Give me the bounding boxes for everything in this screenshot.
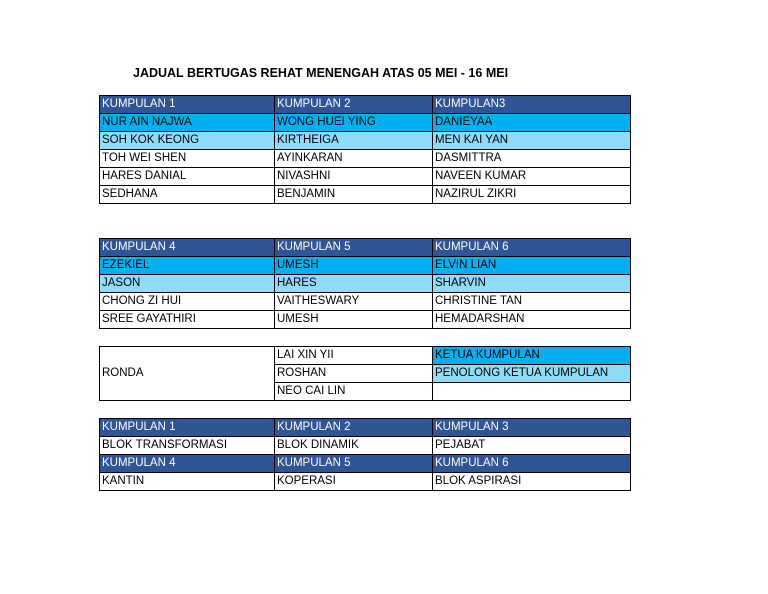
location-table <box>99 418 631 491</box>
table-cell: KIRTHEIGA <box>275 132 433 150</box>
table-cell: BENJAMIN <box>275 186 433 204</box>
table-cell: ELVIN LIAN <box>433 257 631 275</box>
table-row <box>100 473 631 491</box>
table-row <box>100 186 631 204</box>
table-cell: ROSHAN <box>275 365 433 383</box>
table-row-assistant <box>100 132 631 150</box>
table-row <box>100 311 631 329</box>
table-cell: LAI XIN YII <box>275 347 433 365</box>
table-cell: BLOK DINAMIK <box>275 437 433 455</box>
table-row <box>100 293 631 311</box>
table-row <box>100 168 631 186</box>
table-cell: SHARVIN <box>433 275 631 293</box>
table-row-leader <box>100 114 631 132</box>
table-cell: KOPERASI <box>275 473 433 491</box>
table-cell: PEJABAT <box>433 437 631 455</box>
duty-table-groups-1-3 <box>99 95 631 204</box>
header-cell: KUMPULAN 5 <box>275 455 433 473</box>
header-cell: KUMPULAN 1 <box>100 96 275 114</box>
table-cell: HARES DANIAL <box>100 168 275 186</box>
table-row-assistant <box>100 275 631 293</box>
table-row <box>100 150 631 168</box>
header-cell: KUMPULAN 3 <box>433 419 631 437</box>
table-header-row <box>100 455 631 473</box>
table-row <box>100 347 631 365</box>
table-cell: NIVASHNI <box>275 168 433 186</box>
table-cell: CHONG ZI HUI <box>100 293 275 311</box>
header-cell: KUMPULAN 4 <box>100 455 275 473</box>
table-cell: NEO CAI LIN <box>275 383 433 401</box>
header-cell: KUMPULAN3 <box>433 96 631 114</box>
header-cell: KUMPULAN 2 <box>275 96 433 114</box>
table-cell: JASON <box>100 275 275 293</box>
table-cell: BLOK ASPIRASI <box>433 473 631 491</box>
table-cell: NAZIRUL ZIKRI <box>433 186 631 204</box>
table-cell: EZEKIEL <box>100 257 275 275</box>
table-cell: DANIEYAA <box>433 114 631 132</box>
table-cell: AYINKARAN <box>275 150 433 168</box>
header-cell: KUMPULAN 6 <box>433 239 631 257</box>
table-cell: CHRISTINE TAN <box>433 293 631 311</box>
table-cell: VAITHESWARY <box>275 293 433 311</box>
ronda-table <box>99 346 631 401</box>
ronda-label: RONDA <box>100 347 275 401</box>
table-cell: KANTIN <box>100 473 275 491</box>
header-cell: KUMPULAN 4 <box>100 239 275 257</box>
page-title: JADUAL BERTUGAS REHAT MENENGAH ATAS 05 MEI - 16 MEI <box>133 66 509 80</box>
table-cell: WONG HUEI YING <box>275 114 433 132</box>
table-cell: UMESH <box>275 257 433 275</box>
header-cell: KUMPULAN 6 <box>433 455 631 473</box>
table-header-row <box>100 96 631 114</box>
duty-table-groups-4-6 <box>99 238 631 329</box>
header-cell: KUMPULAN 5 <box>275 239 433 257</box>
header-cell: KUMPULAN 2 <box>275 419 433 437</box>
table-cell: DASMITTRA <box>433 150 631 168</box>
header-cell: KUMPULAN 1 <box>100 419 275 437</box>
table-cell: SOH KOK KEONG <box>100 132 275 150</box>
table-row <box>100 437 631 455</box>
legend-leader: KETUA KUMPULAN <box>433 347 631 365</box>
table-cell: TOH WEI SHEN <box>100 150 275 168</box>
table-cell: NUR AIN NAJWA <box>100 114 275 132</box>
table-header-row <box>100 419 631 437</box>
table-header-row <box>100 239 631 257</box>
table-cell: SREE GAYATHIRI <box>100 311 275 329</box>
legend-assistant: PENOLONG KETUA KUMPULAN <box>433 365 631 383</box>
legend-empty <box>433 383 631 401</box>
table-row-leader <box>100 257 631 275</box>
table-cell: SEDHANA <box>100 186 275 204</box>
table-cell: NAVEEN KUMAR <box>433 168 631 186</box>
table-cell: MEN KAI YAN <box>433 132 631 150</box>
table-cell: HARES <box>275 275 433 293</box>
table-cell: UMESH <box>275 311 433 329</box>
table-cell: BLOK TRANSFORMASI <box>100 437 275 455</box>
table-cell: HEMADARSHAN <box>433 311 631 329</box>
